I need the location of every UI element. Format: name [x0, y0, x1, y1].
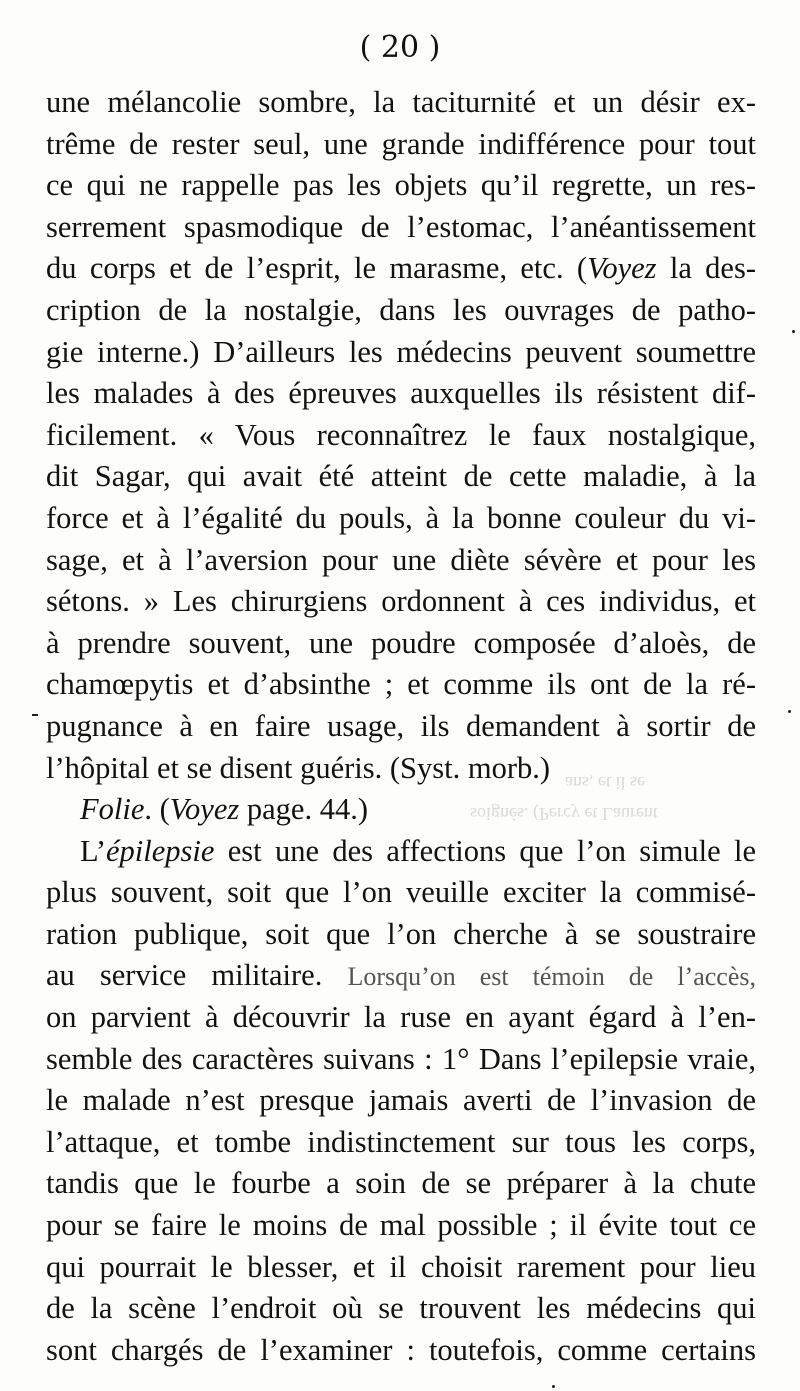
text-line: [46, 248, 756, 290]
text-segment: on parvient à découvrir la ruse en ayant égard à l’en-: [46, 1000, 756, 1035]
text-segment: l’attaque, et tombe indistinctement sur tous les corps,: [46, 1124, 756, 1159]
text-segment: au service militaire.: [46, 958, 348, 993]
text-line: [46, 1122, 756, 1164]
text-segment: une mélancolie sombre, la taciturnité et un désir ex-: [46, 85, 756, 119]
text-line: [46, 456, 756, 498]
text-segment: page. 44.): [239, 792, 368, 827]
text-line: [46, 748, 756, 790]
text-line: [46, 1288, 756, 1330]
text-line: [46, 872, 756, 914]
text-segment: ce qui ne rappelle pas les objets qu’il regrette, un res-: [46, 168, 756, 203]
text-segment: serrement spasmodique de l’estomac, l’anéantissement: [46, 209, 756, 244]
text-segment: est une des affections que l’on simule le: [214, 833, 756, 868]
text-segment: . (: [144, 792, 170, 827]
text-segment: les malades à des épreuves auxquelles ils résistent dif-: [46, 376, 756, 411]
text-line: [46, 997, 756, 1039]
text-line: [46, 415, 756, 457]
text-segment: de la scène l’endroit où se trouvent les médecins qui: [46, 1291, 756, 1326]
text-line: [46, 332, 756, 374]
text-line: [46, 1039, 756, 1081]
text-segment: chamœpytis et d’absinthe ; et comme ils ont de la ré-: [46, 667, 756, 702]
text-segment: force et à l’égalité du pouls, à la bonne couleur du vi-: [46, 500, 756, 535]
text-line: [46, 581, 756, 623]
text-segment: trême de rester seul, une grande indifférence pour tout: [46, 126, 756, 161]
scan-speck: [792, 330, 795, 333]
text-segment: cription de la nostalgie, dans les ouvrages de patho-: [46, 292, 756, 327]
text-line: [46, 124, 756, 166]
text-line: [46, 540, 756, 582]
bleed-through-text: soignés. (Percy et Laurent: [470, 804, 658, 824]
text-line: [46, 82, 756, 124]
text-segment: tandis que le fourbe a soin de se préparer à la chute: [46, 1166, 756, 1201]
text-line: [46, 373, 756, 415]
text-segment: le malade n’est presque jamais averti de l’invasion de: [46, 1083, 756, 1118]
text-segment: sage, et à l’aversion pour une diète sévère et pour les: [46, 542, 756, 577]
scan-speck: [788, 710, 791, 713]
text-segment: ration publique, soit que l’on cherche à se soustraire: [46, 916, 756, 951]
text-segment: sont chargés de l’examiner : toutefois, comme certains: [46, 1332, 756, 1367]
text-line: [46, 664, 756, 706]
text-segment: ficilement. « Vous reconnaîtrez le faux nostalgique,: [46, 417, 756, 452]
bleed-through-text: ans, et il se: [565, 773, 645, 793]
scan-speck: [32, 714, 38, 716]
text-segment: à prendre souvent, une poudre composée d’aloès, de: [46, 625, 756, 660]
italic-text: Folie: [80, 792, 145, 827]
text-line: [46, 207, 756, 249]
text-segment: pour se faire le moins de mal possible ; il évite tout ce: [46, 1208, 756, 1243]
text-line: [46, 831, 756, 873]
text-line: [46, 1205, 756, 1247]
text-line: [46, 165, 756, 207]
text-line: [46, 914, 756, 956]
italic-text: épilepsie: [106, 833, 215, 868]
body-text: [46, 82, 756, 1371]
text-segment: gie interne.) D’ailleurs les médecins peuvent soumettre: [46, 334, 756, 369]
text-line: [46, 1080, 756, 1122]
text-line: [46, 955, 756, 997]
text-segment: la des-: [656, 251, 756, 286]
page-number: ( 20 ): [359, 30, 441, 65]
text-segment: sétons. » Les chirurgiens ordonnent à ces individus, et: [46, 584, 756, 619]
text-line: [46, 1247, 756, 1289]
text-segment: l’hôpital et se disent guéris. (Syst. morb.): [46, 750, 551, 785]
text-segment: semble des caractères suivans : 1° Dans l’epilepsie vraie,: [46, 1041, 756, 1076]
text-line: [46, 706, 756, 748]
text-line: [46, 623, 756, 665]
scan-speck: [552, 1385, 555, 1388]
text-segment: Lorsqu’on est témoin de l’accès,: [347, 962, 756, 992]
text-segment: plus souvent, soit que l’on veuille exciter la commisé-: [46, 875, 756, 910]
text-segment: L’: [80, 833, 106, 868]
text-line: [46, 498, 756, 540]
italic-text: Voyez: [587, 251, 657, 286]
text-line: [46, 290, 756, 332]
italic-text: Voyez: [169, 792, 240, 827]
text-line: [46, 1330, 756, 1372]
text-segment: dit Sagar, qui avait été atteint de cette maladie, à la: [46, 459, 756, 494]
text-line: [46, 1163, 756, 1205]
text-segment: pugnance à en faire usage, ils demandent à sortir de: [46, 708, 756, 743]
text-segment: qui pourrait le blesser, et il choisit rarement pour lieu: [46, 1249, 756, 1284]
text-segment: du corps et de l’esprit, le marasme, etc. (: [46, 251, 588, 286]
